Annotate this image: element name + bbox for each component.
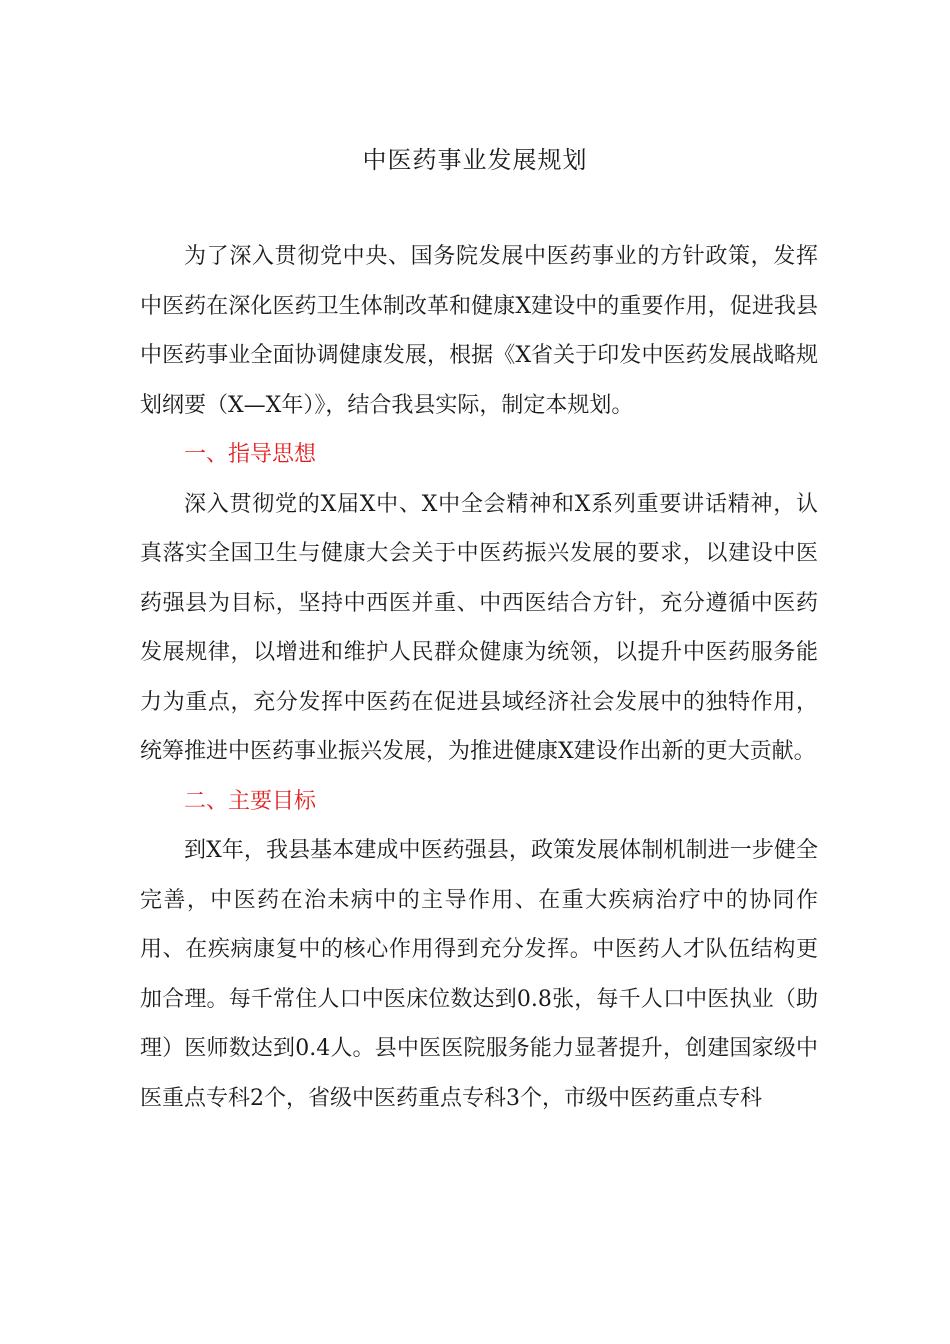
intro-paragraph: 为了深入贯彻党中央、国务院发展中医药事业的方针政策，发挥中医药在深化医药卫生体制改革和健康X建设中的重要作用，促进我县中医药事业全面协调健康发展，根据《X省关于印发中医药发展战略规划纲要（X—X年）》，结合我县实际，制定本规划。 [140,244,818,418]
section-heading-guiding-ideology: 一、指导思想 [184,442,317,467]
document-title: 中医药事业发展规划 [362,146,588,174]
document-body [140,232,818,1123]
guiding-ideology-paragraph: 深入贯彻党的X届X中、X中全会精神和X系列重要讲话精神，认真落实全国卫生与健康大会关于中医药振兴发展的要求，以建设中医药强县为目标，坚持中西医并重、中西医结合方针，充分遵循中医药发展规律，以增进和维护人民群众健康为统领，以提升中医药服务能力为重点，充分发挥中医药在促进县域经济社会发展中的独特作用，统筹推进中医药事业振兴发展，为推进健康X建设作出新的更大贡献。 [140,491,818,764]
section-heading-main-goals: 二、主要目标 [184,788,317,814]
main-goals-paragraph: 到X年，我县基本建成中医药强县，政策发展体制机制进一步健全完善，中医药在治未病中的主导作用、在重大疾病治疗中的协同作用、在疾病康复中的核心作用得到充分发挥。中医药人才队伍结构更加合理。每千常住人口中医床位数达到0.8张，每千人口中医执业（助理）医师数达到0.4人。县中医医院服务能力显著提升，创建国家级中医重点专科2个，省级中医药重点专科3个，市级中医药重点专科 [140,838,818,1111]
